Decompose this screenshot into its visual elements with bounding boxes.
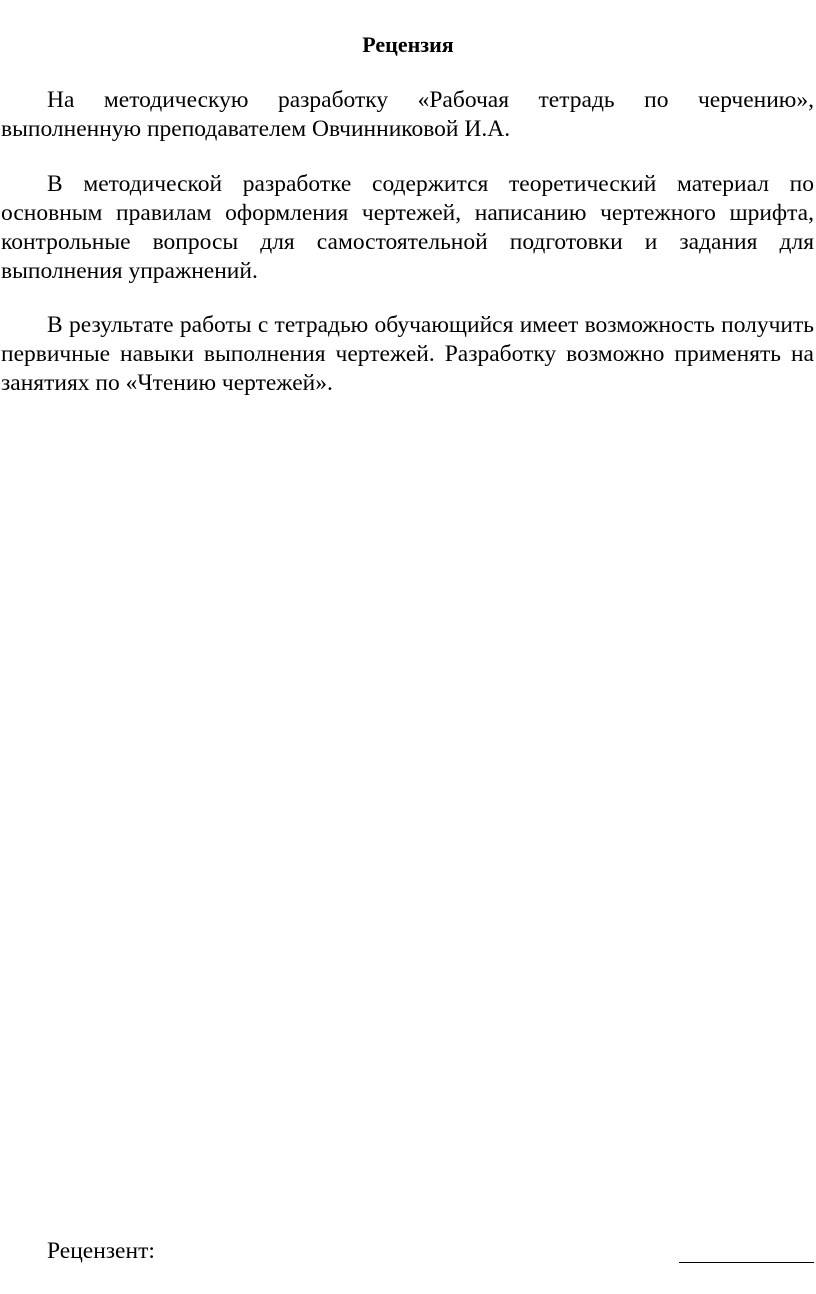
paragraph-subject: На методическую разработку «Рабочая тетрадь по черчению», выполненную преподавателем Овчинниковой И.А.: [1, 87, 814, 142]
paragraph-conclusion: В результате работы с тетрадью обучающийся имеет возможность получить первичные навыки выполнения чертежей. Разработку возможно применять на занятиях по «Чтению чертежей».: [1, 312, 814, 396]
document-title: Рецензия: [362, 32, 454, 57]
paragraph-content: В методической разработке содержится теоретический материал по основным правилам оформления чертежей, написанию чертежного шрифта, контрольные вопросы для самостоятельной подготовки и задания для выполнения упражнений.: [1, 171, 814, 284]
reviewer-label: Рецензент:: [47, 1238, 155, 1264]
signature-line: [679, 1262, 814, 1263]
